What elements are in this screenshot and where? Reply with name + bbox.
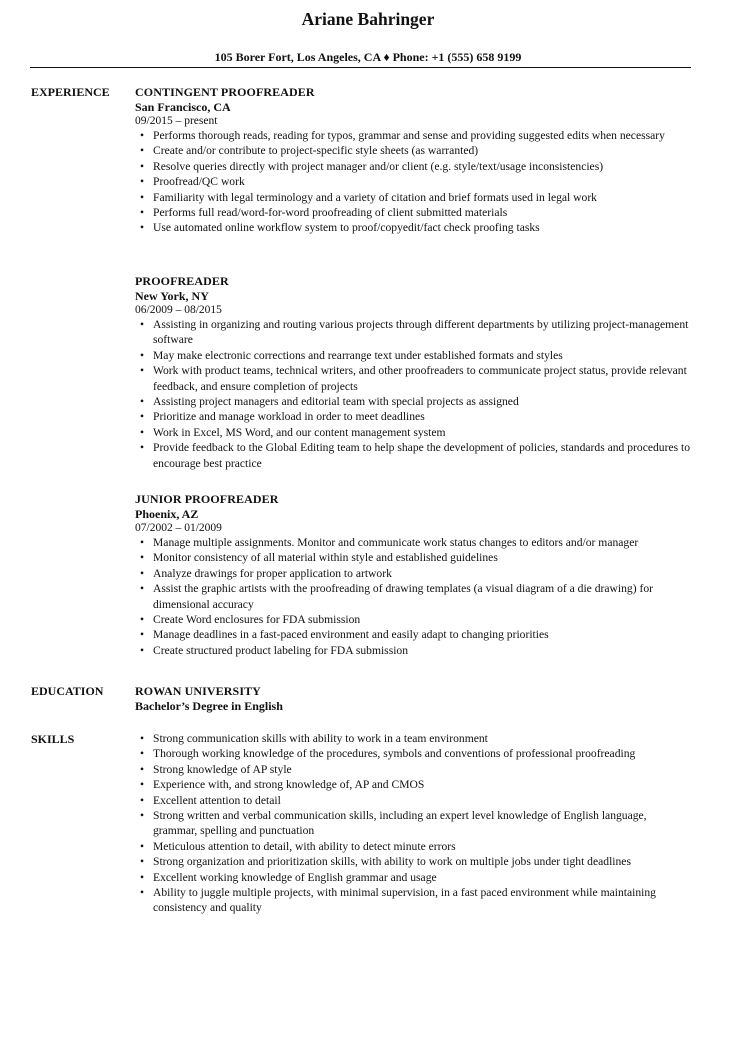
job-entry	[135, 492, 691, 658]
list-item: • Manage deadlines in a fast-paced environment and easily adapt to changing priorities	[135, 627, 691, 642]
education-entry	[135, 684, 691, 713]
experience-section-label: EXPERIENCE	[31, 85, 110, 99]
list-item: • Work in Excel, MS Word, and our content management system	[135, 425, 691, 440]
list-item: • Create Word enclosures for FDA submission	[135, 612, 691, 627]
list-item: • Monitor consistency of all material within style and established guidelines	[135, 550, 691, 565]
list-item: • Assisting in organizing and routing various projects through different departments by utilizing project-management software	[135, 317, 691, 348]
list-item: • Excellent attention to detail	[135, 793, 691, 808]
list-item: • Work with product teams, technical writers, and other proofreaders to communicate project status, provide relevant feedback, and ensure completion of projects	[135, 363, 691, 394]
list-item: • Performs full read/word-for-word proofreading of client submitted materials	[135, 205, 691, 220]
list-item: • Excellent working knowledge of English grammar and usage	[135, 870, 691, 885]
job-dates: 06/2009 – 08/2015	[135, 304, 222, 316]
job-location: New York, NY	[135, 289, 209, 303]
contact-info: 105 Borer Fort, Los Angeles, CA ♦ Phone: +1 (555) 658 9199	[214, 50, 522, 64]
job-title: PROOFREADER	[135, 274, 229, 288]
list-item: • Assist the graphic artists with the proofreading of drawing templates (a visual diagram of a die drawing) for dimensional accuracy	[135, 581, 691, 612]
list-item: • Use automated online workflow system to proof/copyedit/fact check proofing tasks	[135, 220, 691, 235]
job-entry	[135, 85, 691, 236]
list-item: • Strong communication skills with ability to work in a team environment	[135, 731, 691, 746]
list-item: • Provide feedback to the Global Editing team to help shape the development of policies, standards and procedures to encourage best practice	[135, 440, 691, 471]
school-name: ROWAN UNIVERSITY	[135, 684, 261, 698]
list-item: • Thorough working knowledge of the procedures, symbols and conventions of professional proofreading	[135, 746, 691, 761]
list-item: • Analyze drawings for proper application to artwork	[135, 566, 691, 581]
job-title: JUNIOR PROOFREADER	[135, 492, 279, 506]
list-item: • Performs thorough reads, reading for typos, grammar and sense and providing suggested edits when necessary	[135, 128, 691, 143]
job-duties-list	[135, 317, 691, 471]
list-item: • Familiarity with legal terminology and a variety of citation and brief formats used in legal work	[135, 190, 691, 205]
candidate-name: Ariane Bahringer	[301, 9, 435, 29]
list-item: • Strong organization and prioritization skills, with ability to work on multiple jobs under tight deadlines	[135, 854, 691, 869]
list-item: • Prioritize and manage workload in order to meet deadlines	[135, 409, 691, 424]
degree: Bachelor’s Degree in English	[135, 699, 283, 713]
list-item: • Meticulous attention to detail, with ability to detect minute errors	[135, 839, 691, 854]
job-entry	[135, 274, 691, 471]
education-section-label: EDUCATION	[31, 684, 104, 698]
job-dates: 07/2002 – 01/2009	[135, 522, 222, 534]
skills-entry	[135, 731, 691, 916]
header-divider	[30, 67, 691, 68]
list-item: • Ability to juggle multiple projects, with minimal supervision, in a fast paced environment while maintaining consistency and quality	[135, 885, 691, 916]
skills-section-label: SKILLS	[31, 732, 75, 746]
list-item: • May make electronic corrections and rearrange text under established formats and styles	[135, 348, 691, 363]
job-duties-list	[135, 535, 691, 658]
job-dates: 09/2015 – present	[135, 115, 218, 127]
list-item: • Experience with, and strong knowledge of, AP and CMOS	[135, 777, 691, 792]
job-title: CONTINGENT PROOFREADER	[135, 85, 315, 99]
job-location: Phoenix, AZ	[135, 507, 199, 521]
list-item: • Strong knowledge of AP style	[135, 762, 691, 777]
list-item: • Create and/or contribute to project-specific style sheets (as warranted)	[135, 143, 691, 158]
job-location: San Francisco, CA	[135, 100, 231, 114]
job-duties-list	[135, 128, 691, 236]
list-item: • Resolve queries directly with project manager and/or client (e.g. style/text/usage inconsistencies)	[135, 159, 691, 174]
list-item: • Manage multiple assignments. Monitor and communicate work status changes to editors and/or manager	[135, 535, 691, 550]
list-item: • Assisting project managers and editorial team with special projects as assigned	[135, 394, 691, 409]
list-item: • Create structured product labeling for FDA submission	[135, 643, 691, 658]
list-item: • Proofread/QC work	[135, 174, 691, 189]
skills-list	[135, 731, 691, 916]
list-item: • Strong written and verbal communication skills, including an expert level knowledge of English language, grammar, spelling and punctuation	[135, 808, 691, 839]
